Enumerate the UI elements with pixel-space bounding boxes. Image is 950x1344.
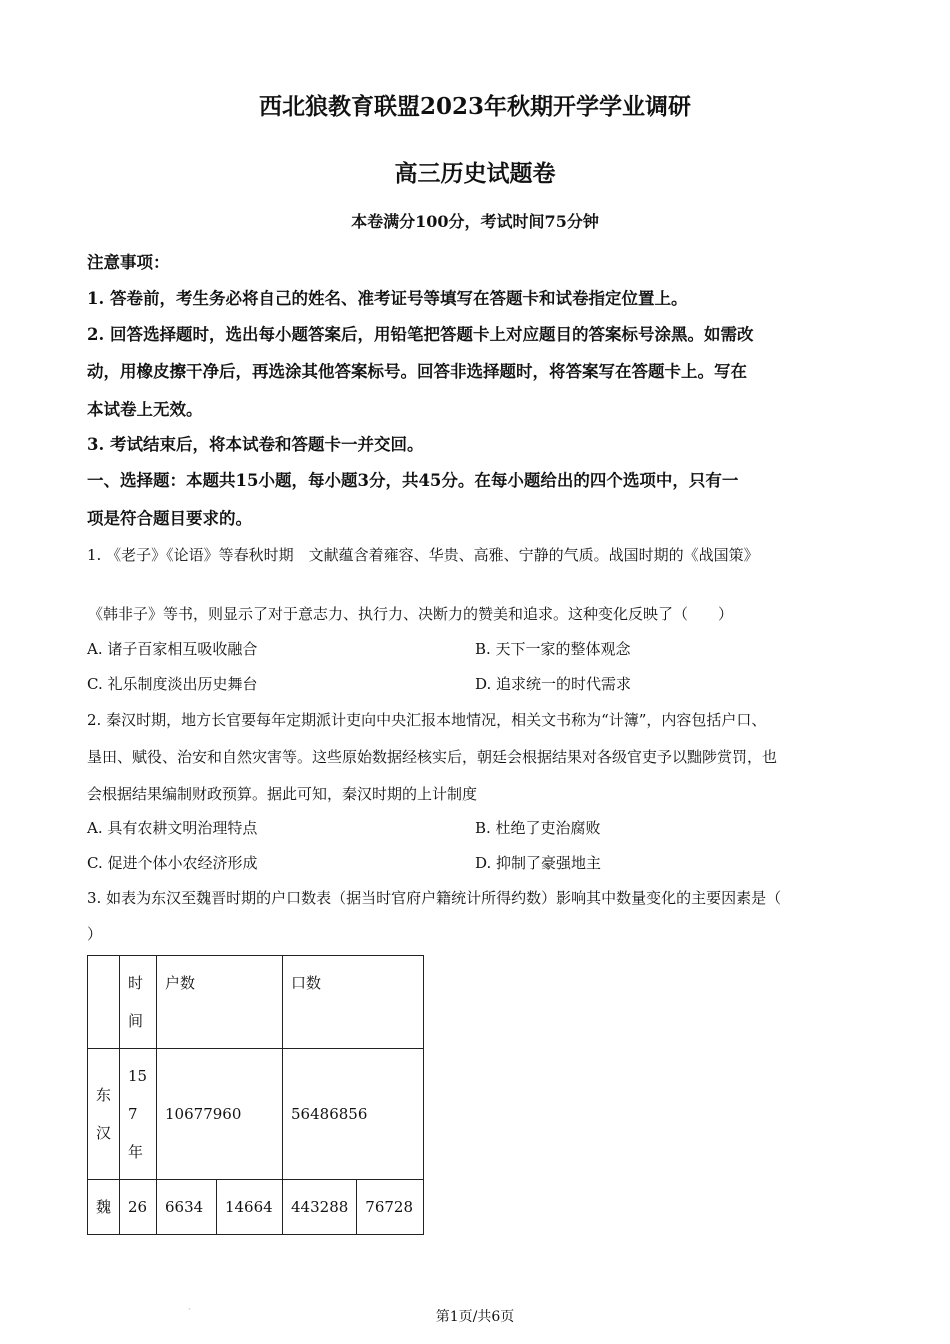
notice-line: 本试卷上无效。 — [87, 400, 203, 419]
table-cell-time: 26 — [120, 1180, 157, 1235]
page-footer: 第1页/共6页 — [435, 1309, 515, 1325]
question-2-stem: 会根据结果编制财政预算。据此可知，秦汉时期的上计制度 — [87, 785, 478, 803]
exam-title: 西北狼教育联盟2023年秋期开学学业调研 — [258, 93, 691, 120]
table-header-population: 口数 — [283, 956, 424, 1049]
table-cell-population: 76728 — [357, 1180, 424, 1235]
table-header-time: 时 间 — [120, 956, 157, 1049]
exam-subtitle: 高三历史试题卷 — [394, 160, 556, 187]
question-2-option-d: D. 抑制了豪强地主 — [475, 854, 602, 872]
table-cell-dynasty: 东 汉 — [88, 1049, 120, 1180]
notice-line: 动，用橡皮擦干净后，再选涂其他答案标号。回答非选择题时，将答案写在答题卡上。写在 — [87, 362, 747, 381]
table-row — [88, 1049, 424, 1180]
question-2-stem: 垦田、赋役、治安和自然灾害等。这些原始数据经核实后，朝廷会根据结果对各级官吏予以黜陟赏罚，也 — [87, 748, 778, 766]
question-1-option-c: C. 礼乐制度淡出历史舞台 — [87, 675, 258, 693]
question-2-option-b: B. 杜绝了吏治腐败 — [475, 819, 601, 837]
table-header-row — [88, 956, 424, 1049]
question-1-option-d: D. 追求统一的时代需求 — [475, 675, 632, 693]
table-header-households: 户数 — [157, 956, 283, 1049]
decorative-dot: · — [188, 1305, 191, 1314]
notice-heading: 注意事项： — [87, 253, 170, 272]
notice-line: 1. 答卷前，考生务必将自己的姓名、准考证号等填写在答题卡和试卷指定位置上。 — [87, 289, 688, 308]
question-2-option-a: A. 具有农耕文明治理特点 — [87, 819, 258, 837]
population-table — [87, 955, 424, 1235]
notice-line: 2. 回答选择题时，选出每小题答案后，用铅笔把答题卡上对应题目的答案标号涂黑。如需改 — [87, 325, 754, 344]
section-heading: 一、选择题：本题共15小题，每小题3分，共45分。在每小题给出的四个选项中，只有一 — [87, 471, 739, 490]
table-cell-households: 14664 — [216, 1180, 282, 1235]
table-cell-households: 6634 — [157, 1180, 217, 1235]
question-2-option-c: C. 促进个体小农经济形成 — [87, 854, 258, 872]
question-2-stem: 2. 秦汉时期，地方长官要每年定期派计吏向中央汇报本地情况，相关文书称为“计簿”，内容包括户口、 — [87, 711, 767, 729]
notice-line: 3. 考试结束后，将本试卷和答题卡一并交回。 — [87, 435, 424, 454]
table-cell-population: 56486856 — [283, 1049, 424, 1180]
section-heading: 项是符合题目要求的。 — [87, 509, 252, 528]
exam-info: 本卷满分100分，考试时间75分钟 — [351, 212, 599, 231]
question-3-stem: 3. 如表为东汉至魏晋时期的户口数表（据当时官府户籍统计所得约数）影响其中数量变化的主要因素是（ — [87, 889, 782, 907]
question-1-stem: 《韩非子》等书，则显示了对于意志力、执行力、决断力的赞美和追求。这种变化反映了（ ） — [88, 605, 734, 623]
table-cell-dynasty: 魏 — [88, 1180, 120, 1235]
table-cell-population: 443288 — [283, 1180, 357, 1235]
table-cell-time: 15 7 年 — [120, 1049, 157, 1180]
question-1-option-b: B. 天下一家的整体观念 — [475, 640, 631, 658]
question-3-stem: ） — [87, 925, 103, 943]
table-cell-households: 10677960 — [157, 1049, 283, 1180]
table-row — [88, 1180, 424, 1235]
question-1-option-a: A. 诸子百家相互吸收融合 — [87, 640, 258, 658]
question-1-stem: 1. 《老子》《论语》等春秋时期 文献蕴含着雍容、华贵、高雅、宁静的气质。战国时期的《战国策》 — [87, 546, 759, 564]
table-corner-cell — [88, 956, 120, 1049]
